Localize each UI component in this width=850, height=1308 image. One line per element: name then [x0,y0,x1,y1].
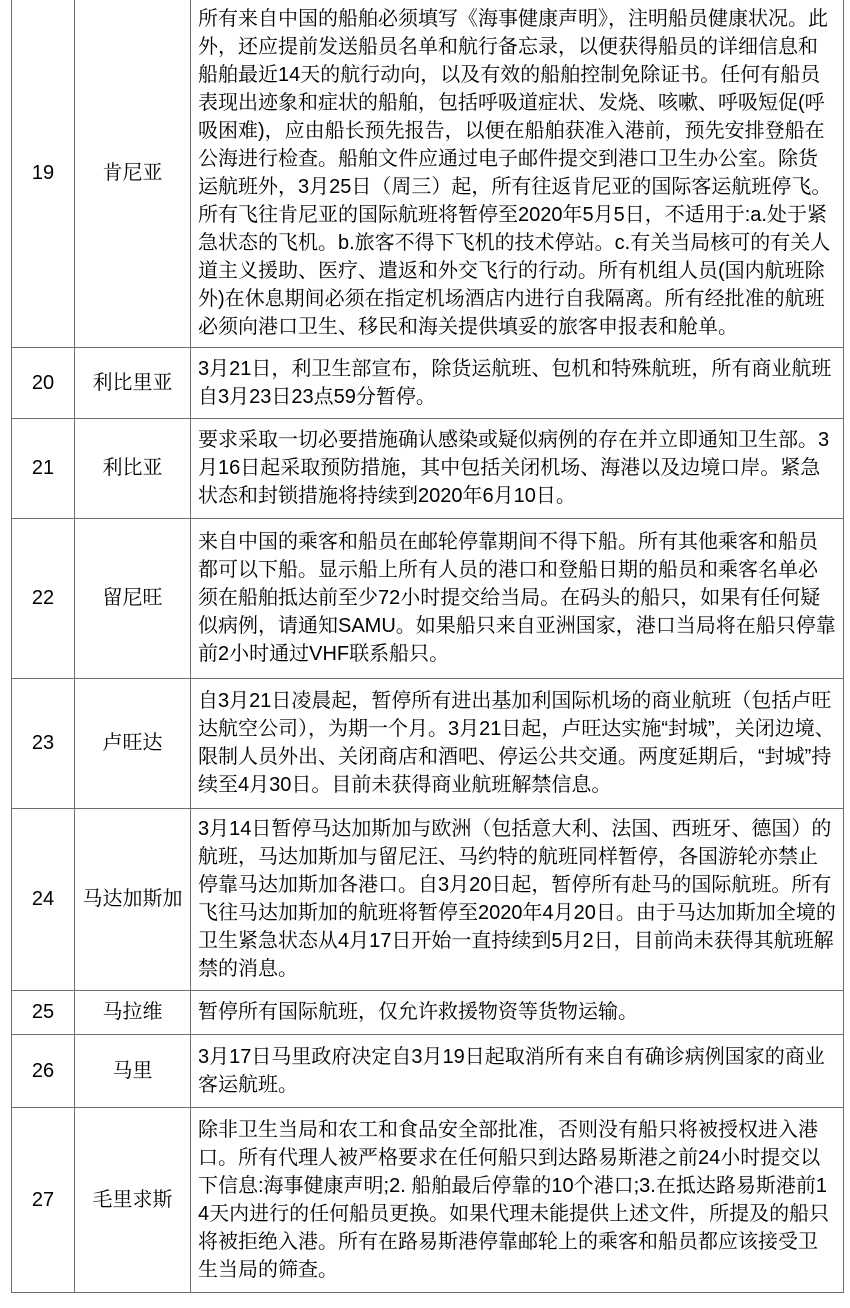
row-number-cell: 23 [12,678,75,808]
policy-text-cell: 所有来自中国的船舶必须填写《海事健康声明》，注明船员健康状况。此外，还应提前发送船员名单和航行备忘录，以便获得船员的详细信息和船舶最近14天的航行动向，以及有效的船舶控制免除证书。任何有船员表现出迹象和症状的船舶，包括呼吸道症状、发烧、咳嗽、呼吸短促(呼吸困难)，应由船长预先报告，以便在船舶获准入港前，预先安排登船在公海进行检查。船舶文件应通过电子邮件提交到港口卫生办公室。除货运航班外，3月25日（周三）起，所有往返肯尼亚的国际客运航班停飞。所有飞往肯尼亚的国际航班将暂停至2020年5月5日，不适用于:a.处于紧急状态的飞机。b.旅客不得下飞机的技术停站。c.有关当局核可的有关人道主义援助、医疗、遣返和外交飞行的行动。所有机组人员(国内航班除外)在休息期间必须在指定机场酒店内进行自我隔离。所有经批准的航班必须向港口卫生、移民和海关提供填妥的旅客申报表和舱单。 [191,0,844,347]
policy-text-cell: 3月17日马里政府决定自3月19日起取消所有来自有确诊病例国家的商业客运航班。 [191,1034,844,1107]
policy-text-cell: 3月14日暂停马达加斯加与欧洲（包括意大利、法国、西班牙、德国）的航班，马达加斯加与留尼汪、马约特的航班同样暂停，各国游轮亦禁止停靠马达加斯加各港口。自3月20日起，暂停所有赴马的国际航班。所有飞往马达加斯加的航班将暂停至2020年4月20日。由于马达加斯加全境的卫生紧急状态从4月17日开始一直持续到5月2日，目前尚未获得其航班解禁的消息。 [191,808,844,990]
table-row [12,990,844,1034]
country-name-cell: 卢旺达 [75,678,191,808]
policy-text-cell: 除非卫生当局和农工和食品安全部批准，否则没有船只将被授权进入港口。所有代理人被严格要求在任何船只到达路易斯港之前24小时提交以下信息:海事健康声明;2. 船舶最后停靠的10个港口;3.在抵达路易斯港前14天内进行的任何船员更换。如果代理未能提供上述文件，所提及的船只将被拒绝入港。所有在路易斯港停靠邮轮上的乘客和船员都应该接受卫生当局的筛查。 [191,1107,844,1292]
table-row [12,808,844,990]
policy-text-cell: 3月21日，利卫生部宣布，除货运航班、包机和特殊航班，所有商业航班自3月23日23点59分暂停。 [191,347,844,418]
row-number-cell: 27 [12,1107,75,1292]
country-name-cell: 肯尼亚 [75,0,191,347]
table-row [12,347,844,418]
table-row [12,678,844,808]
table-row [12,0,844,347]
row-number-cell: 26 [12,1034,75,1107]
table-row [12,1107,844,1292]
row-number-cell: 22 [12,518,75,678]
policy-text-cell: 自3月21日凌晨起，暂停所有进出基加利国际机场的商业航班（包括卢旺达航空公司），为期一个月。3月21日起，卢旺达实施“封城”，关闭边境、限制人员外出、关闭商店和酒吧、停运公共交通。两度延期后，“封城”持续至4月30日。目前未获得商业航班解禁信息。 [191,678,844,808]
travel-restrictions-table [11,0,844,1293]
country-name-cell: 马里 [75,1034,191,1107]
row-number-cell: 25 [12,990,75,1034]
table-row [12,418,844,518]
row-number-cell: 19 [12,0,75,347]
country-name-cell: 利比里亚 [75,347,191,418]
table-row [12,1034,844,1107]
country-name-cell: 马拉维 [75,990,191,1034]
country-name-cell: 留尼旺 [75,518,191,678]
country-name-cell: 利比亚 [75,418,191,518]
row-number-cell: 24 [12,808,75,990]
policy-text-cell: 暂停所有国际航班，仅允许救援物资等货物运输。 [191,990,844,1034]
row-number-cell: 21 [12,418,75,518]
policy-text-cell: 要求采取一切必要措施确认感染或疑似病例的存在并立即通知卫生部。3月16日起采取预防措施，其中包括关闭机场、海港以及边境口岸。紧急状态和封锁措施将持续到2020年6月10日。 [191,418,844,518]
table-row [12,518,844,678]
country-name-cell: 毛里求斯 [75,1107,191,1292]
row-number-cell: 20 [12,347,75,418]
country-name-cell: 马达加斯加 [75,808,191,990]
policy-text-cell: 来自中国的乘客和船员在邮轮停靠期间不得下船。所有其他乘客和船员都可以下船。显示船上所有人员的港口和登船日期的船员和乘客名单必须在船舶抵达前至少72小时提交给当局。在码头的船只，如果有任何疑似病例，请通知SAMU。如果船只来自亚洲国家，港口当局将在船只停靠前2小时通过VHF联系船只。 [191,518,844,678]
